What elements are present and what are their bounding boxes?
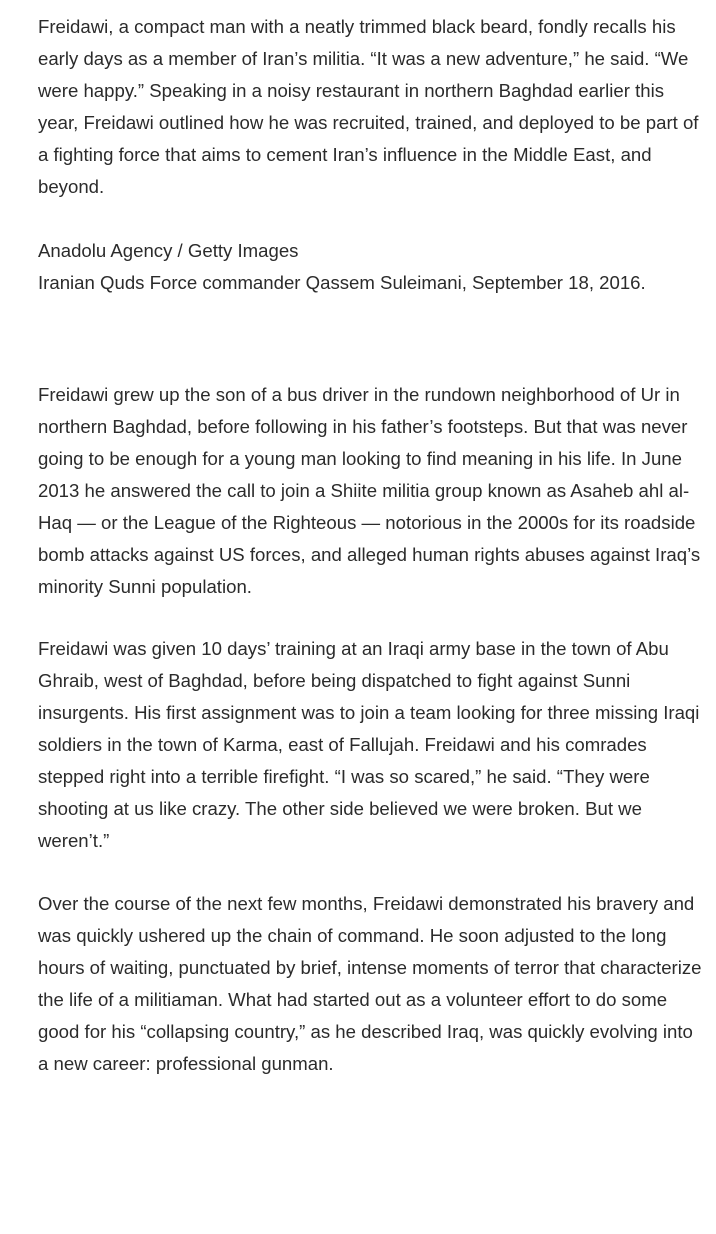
article-paragraph: Freidawi, a compact man with a neatly trimmed black beard, fondly recalls his early days as a member of Iran’s militia. “It was a new adventure,” he said. “We were happy.” Speaking in a noisy restaurant in northern Baghdad earlier this year, Freidawi outlined how he was recruited, trained, and deployed to be part of a fighting force that aims to cement Iran’s influence in the Middle East, and beyond. [38, 16, 699, 197]
article-body [38, 11, 702, 1080]
photo-caption: Iranian Quds Force commander Qassem Suleimani, September 18, 2016. [38, 272, 646, 293]
article-paragraph: Freidawi was given 10 days’ training at an Iraqi army base in the town of Abu Ghraib, west of Baghdad, before being dispatched to fight against Sunni insurgents. His first assignment was to join a team looking for three missing Iraqi soldiers in the town of Karma, east of Fallujah. Freidawi and his comrades stepped right into a terrible firefight. “I was so scared,” he said. “They were shooting at us like crazy. The other side believed we were broken. But we weren’t.” [38, 638, 700, 851]
photo-credit: Anadolu Agency / Getty Images [38, 240, 299, 261]
article-paragraph: Over the course of the next few months, Freidawi demonstrated his bravery and was quickly ushered up the chain of command. He soon adjusted to the long hours of waiting, punctuated by brief, intense moments of terror that characterize the life of a militiaman. What had started out as a volunteer effort to do some good for his “collapsing country,” as he described Iraq, was quickly evolving into a new career: professional gunman. [38, 893, 702, 1074]
article-paragraph: Freidawi grew up the son of a bus driver in the rundown neighborhood of Ur in northern Baghdad, before following in his father’s footsteps. But that was never going to be enough for a young man looking to find meaning in his life. In June 2013 he answered the call to join a Shiite militia group known as Asaheb ahl al-Haq — or the League of the Righteous — notorious in the 2000s for its roadside bomb attacks against US forces, and alleged human rights abuses against Iraq’s minority Sunni population. [38, 384, 701, 597]
